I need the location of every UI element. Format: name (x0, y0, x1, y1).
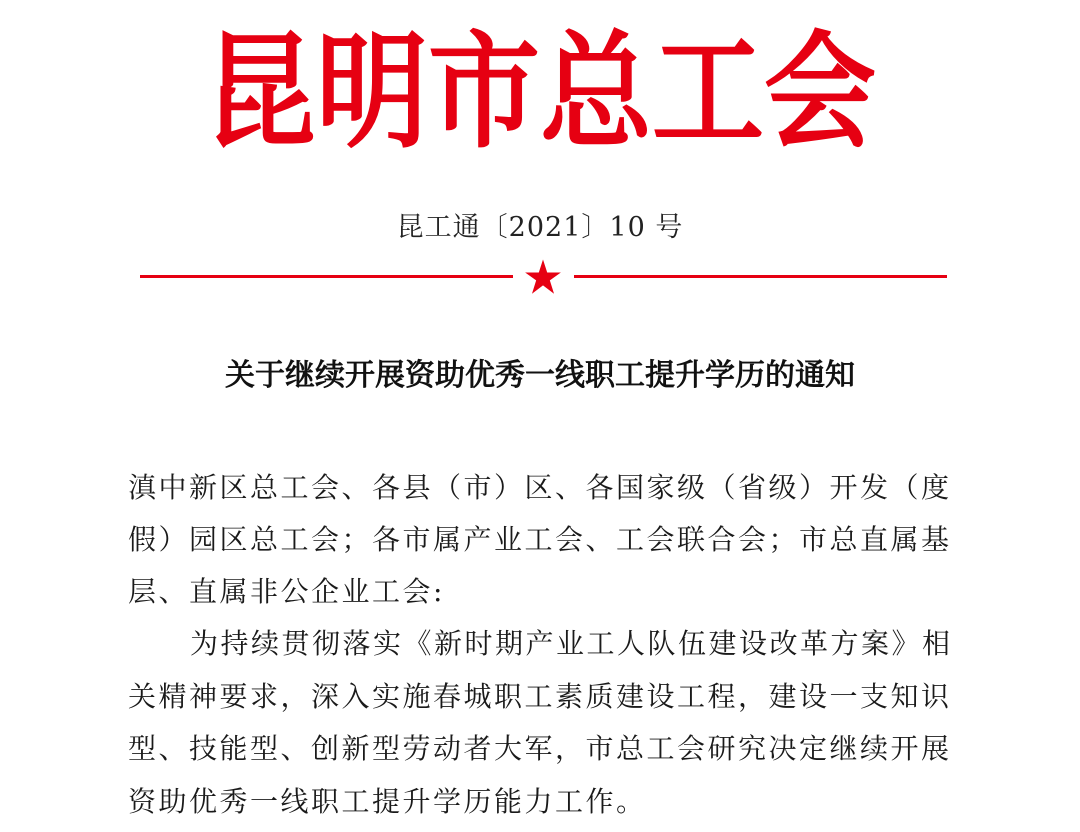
body-paragraph: 为持续贯彻落实《新时期产业工人队伍建设改革方案》相关精神要求，深入实施春城职工素质建设工程，建设一支知识型、技能型、创新型劳动者大军，市总工会研究决定继续开展资助优秀一线职工提升学历能力工作。 (128, 627, 953, 818)
red-divider-left (140, 275, 513, 278)
masthead-char: 工 (652, 19, 764, 166)
masthead-char: 昆 (204, 19, 316, 166)
masthead-char: 总 (540, 19, 652, 166)
masthead-char: 市 (428, 19, 540, 166)
masthead-char: 会 (764, 19, 876, 166)
addressee-block: 滇中新区总工会、各县（市）区、各国家级（省级）开发（度假）园区总工会；各市属产业工会、工会联合会；市总直属基层、直属非公企业工会: (128, 471, 952, 608)
star-icon (524, 258, 562, 296)
red-divider-right (574, 275, 947, 278)
masthead-char: 明 (316, 19, 428, 166)
document-title: 关于继续开展资助优秀一线职工提升学历的通知 (225, 358, 855, 393)
document-number: 昆工通〔2021〕10 号 (396, 212, 684, 243)
masthead (0, 18, 1080, 168)
